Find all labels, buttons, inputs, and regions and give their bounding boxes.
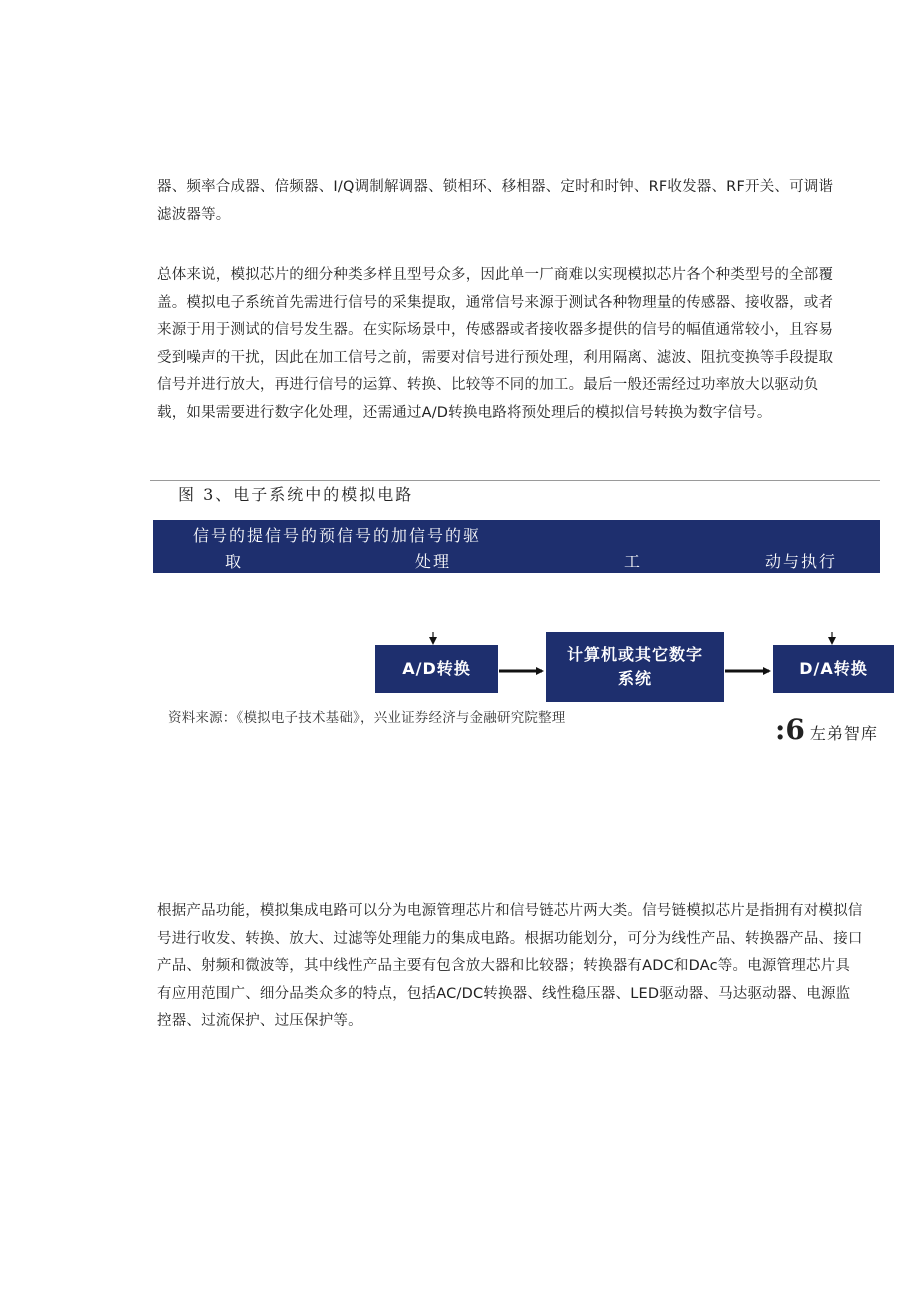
figure-source: 资料来源：《模拟电子技术基础》，兴业证券经济与金融研究院整理 (168, 710, 566, 726)
signal-stage-banner (153, 520, 880, 573)
paragraph-product-categories: 根据产品功能，模拟集成电路可以分为电源管理芯片和信号链芯片两大类。信号链模拟芯片是指拥有对模拟信 号进行收发、转换、放大、过滤等处理能力的集成电路。根据功能划分，可分为线性产品、转换器产品、接口 产品、射频和微波等，其中线性产品主要有包含放大器和比较器；转换器有ADC和DAc等。电源管理芯片具 有应用范围广、细分品类众多的特点，包括AC/DC转换器、线性稳压器、LED驱动器、马达驱动器、电源监 控器、过流保护、过压保护等。 (157, 903, 863, 1029)
digital-system-box: 计算机或其它数字系统 (546, 632, 724, 702)
banner-row1: 信号的提信号的预信号的加信号的驱 (193, 526, 482, 545)
paragraph-analog-overview: 总体来说，模拟芯片的细分种类多样且型号众多，因此单一厂商难以实现模拟芯片各个种类型号的全部覆 盖。模拟电子系统首先需进行信号的采集提取，通常信号来源于测试各种物理量的传感器、接收器，或者 来源于用于测试的信号发生器。在实际场景中，传感器或者接收器多提供的信号的幅值通常较小，且容易 受到噪声的干扰，因此在加工信号之前，需要对信号进行预处理，利用隔离、滤波、阻抗变换等手段提取 信号并进行放大，再进行信号的运算、转换、比较等不同的加工。最后一般还需经过功率放大以驱动负 载，如果需要进行数字化处理，还需通过A/D转换电路将预处理后的模拟信号转换为数字信号。 (157, 267, 834, 421)
watermark-text: 左弟智库 (809, 724, 878, 743)
ad-converter-box: A/D转换 (375, 645, 498, 693)
banner-row2-item: 动与执行 (765, 552, 838, 571)
banner-row2-item: 取 (225, 552, 244, 571)
paragraph-rf-components: 器、频率合成器、倍频器、I/Q调制解调器、锁相环、移相器、定时和时钟、RF收发器、RF开关、可调谐 滤波器等。 (157, 179, 834, 223)
figure-title: 图 3、电子系统中的模拟电路 (178, 485, 414, 504)
da-converter-box: D/A转换 (773, 645, 894, 693)
banner-row2-item: 处理 (415, 552, 452, 571)
figure-divider (150, 480, 880, 481)
watermark-number: :6 (775, 713, 805, 746)
watermark (775, 713, 878, 746)
banner-row2-item: 工 (624, 552, 643, 571)
